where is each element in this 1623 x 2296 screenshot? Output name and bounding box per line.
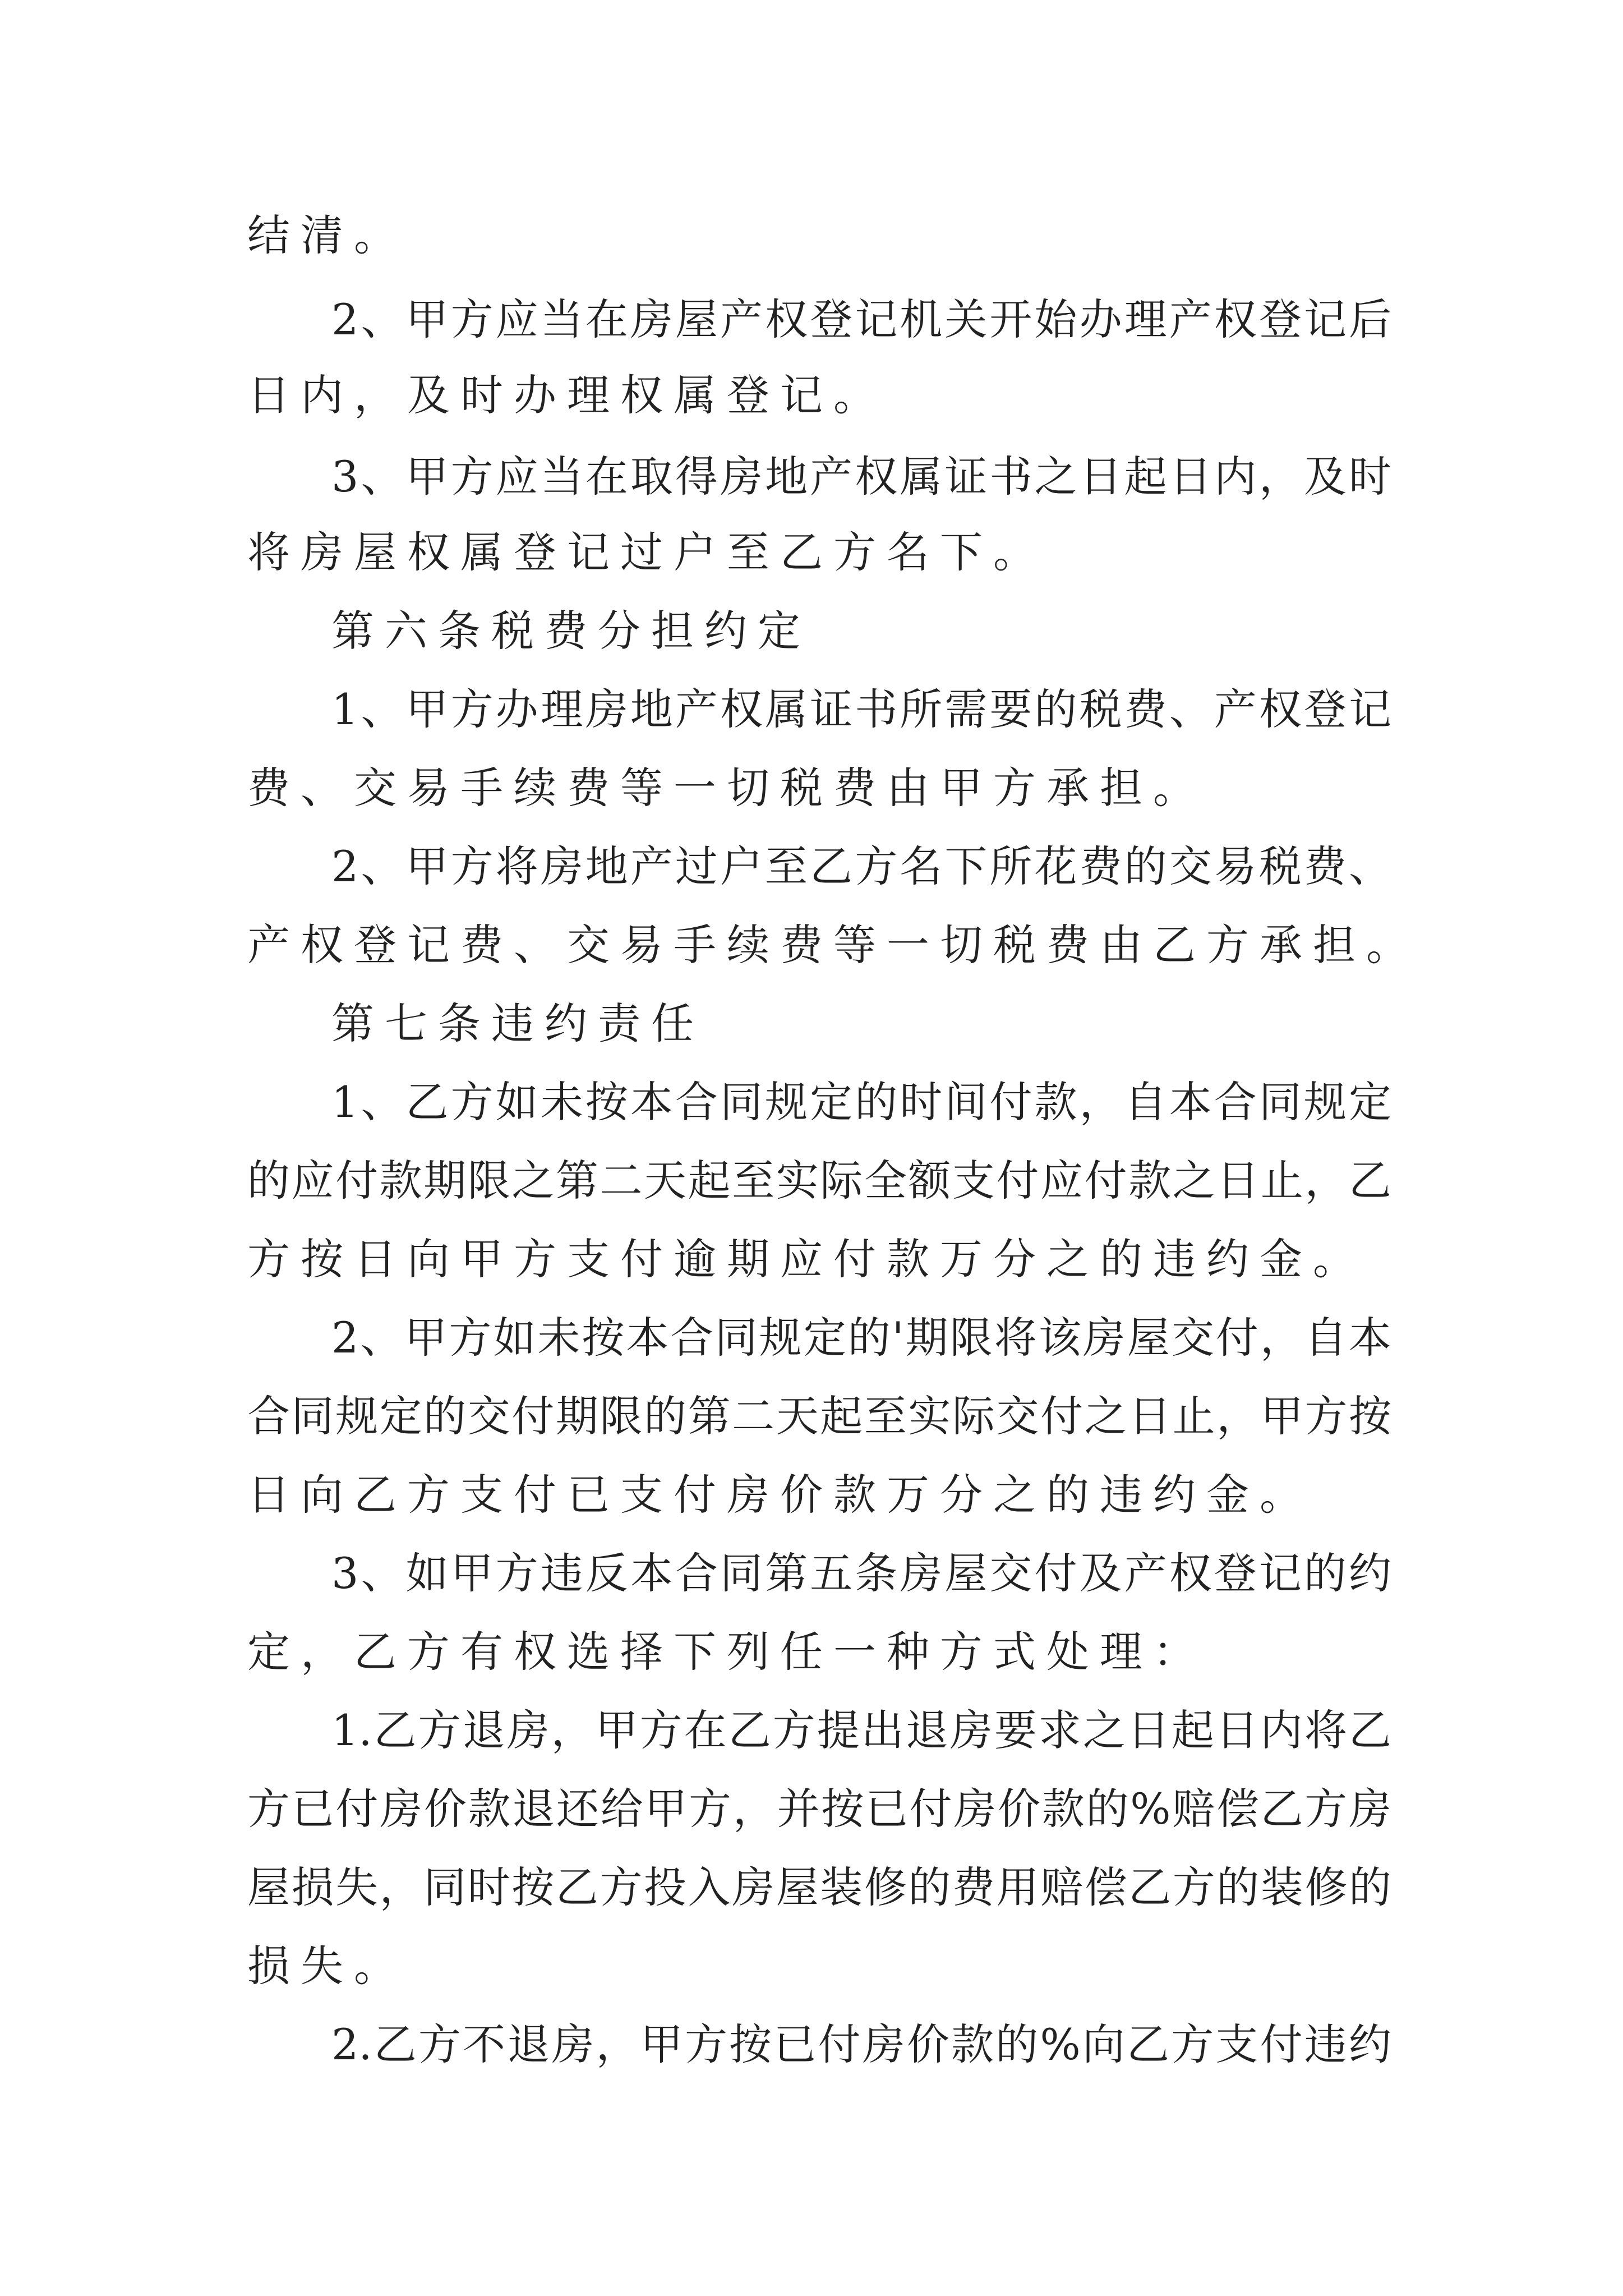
section-heading: 第六条税费分担约定: [331, 606, 811, 656]
text-line: 3、如甲方违反本合同第五条房屋交付及产权登记的约: [331, 1548, 1391, 1598]
section-heading: 第七条违约责任: [331, 999, 704, 1048]
text-line: 方已付房价款退还给甲方，并按已付房价款的%赔偿乙方房: [247, 1784, 1391, 1834]
text-line: 2、甲方将房地产过户至乙方名下所花费的交易税费、: [331, 841, 1391, 891]
text-line: 2、甲方如未按本合同规定的'期限将该房屋交付，自本: [331, 1313, 1391, 1363]
text-line: 1、乙方如未按本合同规定的时间付款，自本合同规定: [331, 1077, 1391, 1127]
text-line: 1.乙方退房，甲方在乙方提出退房要求之日起日内将乙: [331, 1705, 1391, 1755]
text-line: 费、交易手续费等一切税费由甲方承担。: [247, 763, 1206, 813]
text-line: 屋损失，同时按乙方投入房屋装修的费用赔偿乙方的装修的: [247, 1862, 1391, 1912]
text-line: 损失。: [247, 1941, 407, 1991]
text-line: 方按日向甲方支付逾期应付款万分之的违约金。: [247, 1234, 1366, 1284]
text-line: 合同规定的交付期限的第二天起至实际交付之日止，甲方按: [247, 1391, 1391, 1441]
text-line: 结清。: [247, 210, 407, 260]
text-line: 日内，及时办理权属登记。: [247, 370, 887, 420]
text-line: 1、甲方办理房地产权属证书所需要的税费、产权登记: [331, 684, 1391, 734]
text-line: 2.乙方不退房，甲方按已付房价款的%向乙方支付违约: [331, 2019, 1391, 2069]
text-line: 3、甲方应当在取得房地产权属证书之日起日内，及时: [331, 452, 1391, 501]
text-line: 2、甲方应当在房屋产权登记机关开始办理产权登记后: [331, 295, 1391, 344]
text-line: 产权登记费、交易手续费等一切税费由乙方承担。: [247, 920, 1419, 970]
text-line: 定，乙方有权选择下列任一种方式处理：: [247, 1627, 1206, 1677]
text-line: 的应付款期限之第二天起至实际全额支付应付款之日止，乙: [247, 1156, 1391, 1205]
text-line: 将房屋权属登记过户至乙方名下。: [247, 527, 1046, 577]
text-line: 日向乙方支付已支付房价款万分之的违约金。: [247, 1470, 1313, 1520]
